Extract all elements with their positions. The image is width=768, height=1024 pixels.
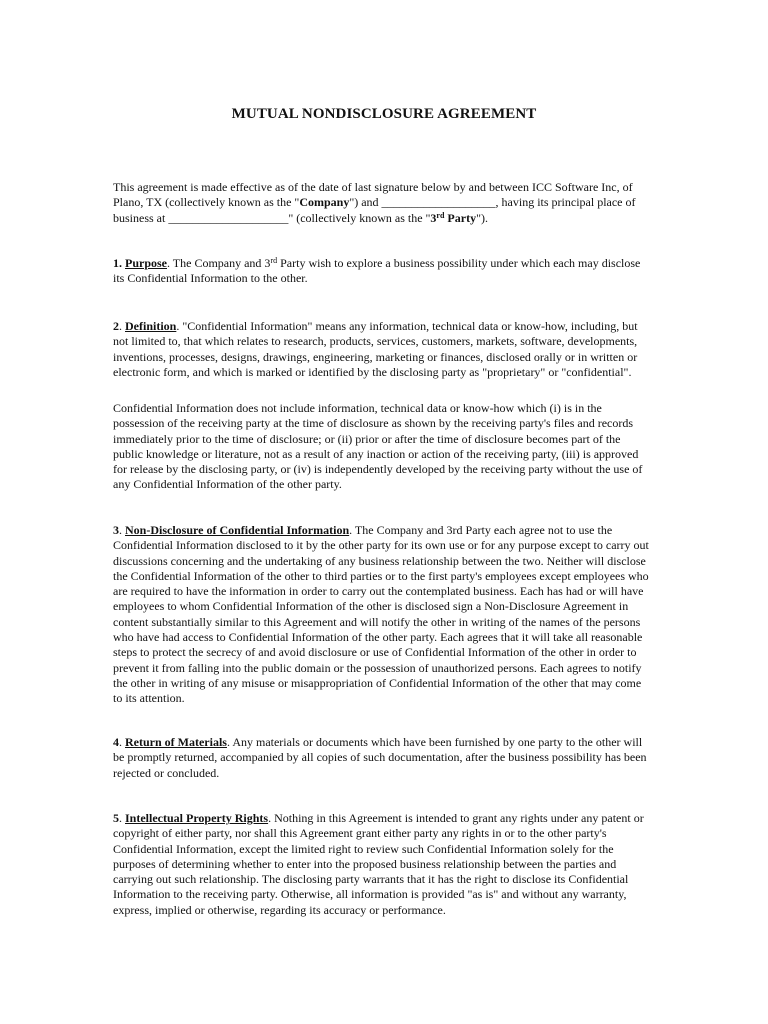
section-heading-definition: Definition (125, 319, 177, 333)
section-text: . "Confidential Information" means any information, technical data or know-how, including, but not limited to, that which relates to research, products, services, customers, markets, software, developments, inventions, processes, designs, drawings, engineering, marketing or finances, disclosed orally or in written or electronic form, and which is marked or identified by the disclosing party as "proprietary" or "confidential". (113, 319, 638, 379)
section-text: . Any materials or documents which have been furnished by one party to the other will be promptly returned, accompanied by all copies of such documentation, after the business possibility has been rejected or concluded. (113, 735, 647, 780)
section-number: 2 (113, 319, 119, 333)
section-return: 4. Return of Materials. Any materials or documents which have been furnished by one party to the other will be promptly returned, accompanied by all copies of such documentation, after the business possibility has been rejected or concluded. (113, 735, 647, 780)
section-definition-exclusions: Confidential Information does not include information, technical data or know-how which (i) is in the possession of the receiving party at the time of disclosure as shown by the receiving party's files and records immediately prior to the time of disclosure; or (ii) prior or after the time of disclosure becomes part of the public knowledge or literature, not as a result of any inaction or action of the receiving party, (iii) is approved for release by the disclosing party, or (iv) is independently developed by the receiving party without the use of any Confidential Information of the other party. (113, 401, 643, 492)
party-label: 3rd Party (430, 210, 477, 225)
intro-paragraph (113, 180, 653, 226)
section-sup: rd (270, 256, 278, 265)
section-text: . The Company and 3 (167, 256, 271, 270)
company-label: Company (299, 195, 350, 210)
section-ip: 5. Intellectual Property Rights. Nothing in this Agreement is intended to grant any rights under any patent or copyright of either party, nor shall this Agreement grant either party any rights in or to the other party's Confidential Information, except the limited right to review such Confidential Information solely for the purposes of determining whether to enter into the proposed business relationship between the parties and carrying out such relationship. The disclosing party warrants that it has the right to disclose its Confidential Information to the receiving party. Otherwise, all information is provided "as is" and without any warranty, express, implied or otherwise, regarding its accuracy or performance. (113, 811, 644, 917)
intro-text-1: This agreement is made effective as of the date of last signature below by and between ICC Software Inc, of Plano, TX (collectively known as the " (113, 180, 633, 210)
section-number: 4 (113, 735, 119, 749)
section-text: . The Company and 3rd Party each agree not to use the Confidential Information disclosed to it by the other party for its own use or for any purpose except to carry out discussions concerning and the undertaking of any business relationship between the two. Neither will disclose the Confidential Information of the other to third parties or to the first party's employees except employees who are required to have the information in order to carry out the contemplated business. Each has had or will have employees to whom Confidential Information of the other is disclosed sign a Non-Disclosure Agreement in content substantially similar to this Agreement and will notify the other in writing of the names of the persons who have had access to Confidential Information of the other party. Each agrees that it will take all reasonable steps to protect the secrecy of and avoid disclosure or use of Confidential Information of the other in order to prevent it from falling into the public domain or the possession of unauthorized persons. Each agrees to notify the other in writing of any misuse or misappropriation of Confidential Information of the other that may come to its attention. (113, 523, 649, 706)
section-text-2: Party wish to explore a business possibility under which each may disclose its Confidential Information to the other. (113, 256, 641, 286)
document-title: MUTUAL NONDISCLOSURE AGREEMENT (231, 106, 537, 122)
section-text: . Nothing in this Agreement is intended to grant any rights under any patent or copyright of either party, nor shall this Agreement grant either party any rights in or to the other party's Confidential Information, except the limited right to review such Confidential Information solely for the purposes of determining whether to enter into the proposed business relationship between the parties and carrying out such relationship. The disclosing party warrants that it has the right to disclose its Confidential Information to the receiving party. Otherwise, all information is provided "as is" and without any warranty, express, implied or otherwise, regarding its accuracy or performance. (113, 811, 644, 917)
section-heading-purpose: Purpose (125, 256, 167, 270)
section-purpose (113, 256, 653, 287)
section-definition: 2. Definition. "Confidential Information" means any information, technical data or know-how, including, but not limited to, that which relates to research, products, services, customers, markets, software, developments, inventions, processes, designs, drawings, engineering, marketing or finances, disclosed orally or in written or electronic form, and which is marked or identified by the disclosing party as "proprietary" or "confidential". (113, 319, 638, 379)
section-number: 5 (113, 811, 119, 825)
intro-text-3: "). (476, 210, 488, 225)
section-heading-ip: Intellectual Property Rights (125, 811, 269, 825)
section-number: 1. (113, 256, 122, 270)
section-number: 3 (113, 523, 119, 537)
section-heading-nondisclosure: Non-Disclosure of Confidential Information (125, 523, 350, 537)
section-nondisclosure: 3. Non-Disclosure of Confidential Information. The Company and 3rd Party each agree not to use the Confidential Information disclosed to it by the other party for its own use or for any purpose except to carry out discussions concerning and the undertaking of any business relationship between the two. Neither will disclose the Confidential Information of the other to third parties or to the first party's employees except employees who are required to have the information in order to carry out the contemplated business. Each has had or will have employees to whom Confidential Information of the other is disclosed sign a Non-Disclosure Agreement in content substantially similar to this Agreement and will notify the other in writing of the names of the persons who have had access to Confidential Information of the other party. Each agrees that it will take all reasonable steps to protect the secrecy of and avoid disclosure or use of Confidential Information of the other in order to prevent it from falling into the public domain or the possession of unauthorized persons. Each agrees to notify the other in writing of any misuse or misappropriation of Confidential Information of the other that may come to its attention. (113, 523, 649, 706)
intro-text-2: ") and ___________________, having its principal place of business at ____________________" (collectively known as the " (113, 195, 636, 225)
section-heading-return: Return of Materials (125, 735, 227, 749)
